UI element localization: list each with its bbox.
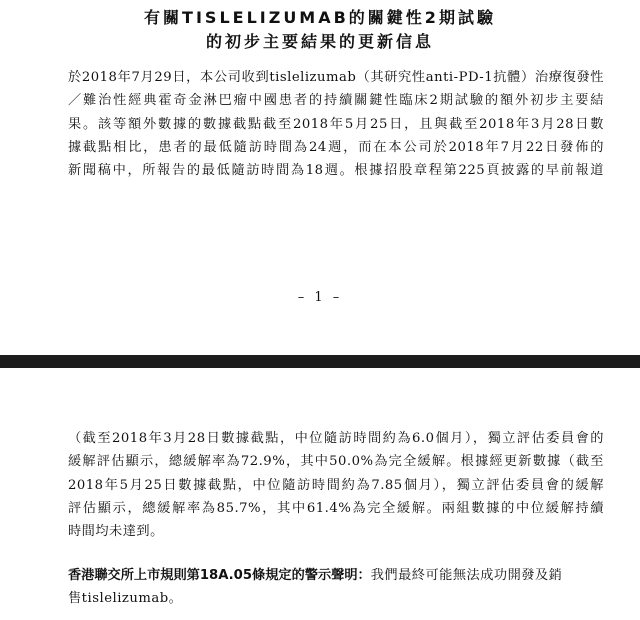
title-line-2: 的初步主要結果的更新信息: [205, 32, 434, 51]
paragraph-line: 評估顯示，總緩解率為85.7%，其中61.4%為完全緩解。兩組數據的中位緩解持續: [68, 500, 604, 516]
paragraph-line: 果。該等額外數據的數據截點截至2018年5月25日，且與截至2018年3月28日數: [68, 116, 604, 132]
title-line-1: 有關TISLELIZUMAB的關鍵性2期試驗: [144, 8, 496, 27]
page-break-divider: [0, 355, 640, 368]
paragraph-line: 新聞稿中，所報告的最低隨訪時間為18週。根據招股章程第225頁披露的早前報道: [68, 163, 604, 179]
warning-text: 我們最終可能無法成功開發及銷: [370, 568, 563, 583]
warning-line-1: [68, 564, 604, 587]
document-page-lower: [0, 368, 640, 620]
page-number: – 1 –: [297, 290, 343, 305]
paragraph-line: （截至2018年3月28日數據截點，中位隨訪時間約為6.0個月），獨立評估委員會的: [68, 431, 604, 446]
paragraph-1: [68, 66, 604, 182]
paragraph-line: ／難治性經典霍奇金淋巴瘤中國患者的持續關鍵性臨床2期試驗的額外初步主要結: [68, 93, 604, 109]
warning-statement: [68, 564, 604, 611]
warning-line-2: 售tislelizumab。: [68, 591, 183, 607]
document-title: [0, 6, 640, 54]
paragraph-2: [68, 427, 604, 543]
paragraph-line: 據截點相比，患者的最低隨訪時間為24週，而在本公司於2018年7月22日發佈的: [68, 139, 604, 155]
paragraph-line: 2018年5月25日數據截點，中位隨訪時間約為7.85個月），獨立評估委員會的緩解: [68, 477, 604, 493]
warning-heading: 香港聯交所上市規則第18A.05條規定的警示聲明：: [68, 568, 371, 583]
paragraph-line: 時間均未達到。: [68, 524, 164, 540]
paragraph-line: 緩解評估顯示，總緩解率為72.9%，其中50.0%為完全緩解。根據經更新數據（截至: [68, 454, 604, 470]
paragraph-line: 於2018年7月29日，本公司收到tislelizumab（其研究性anti-PD-1抗體）治療復發性: [68, 70, 604, 85]
